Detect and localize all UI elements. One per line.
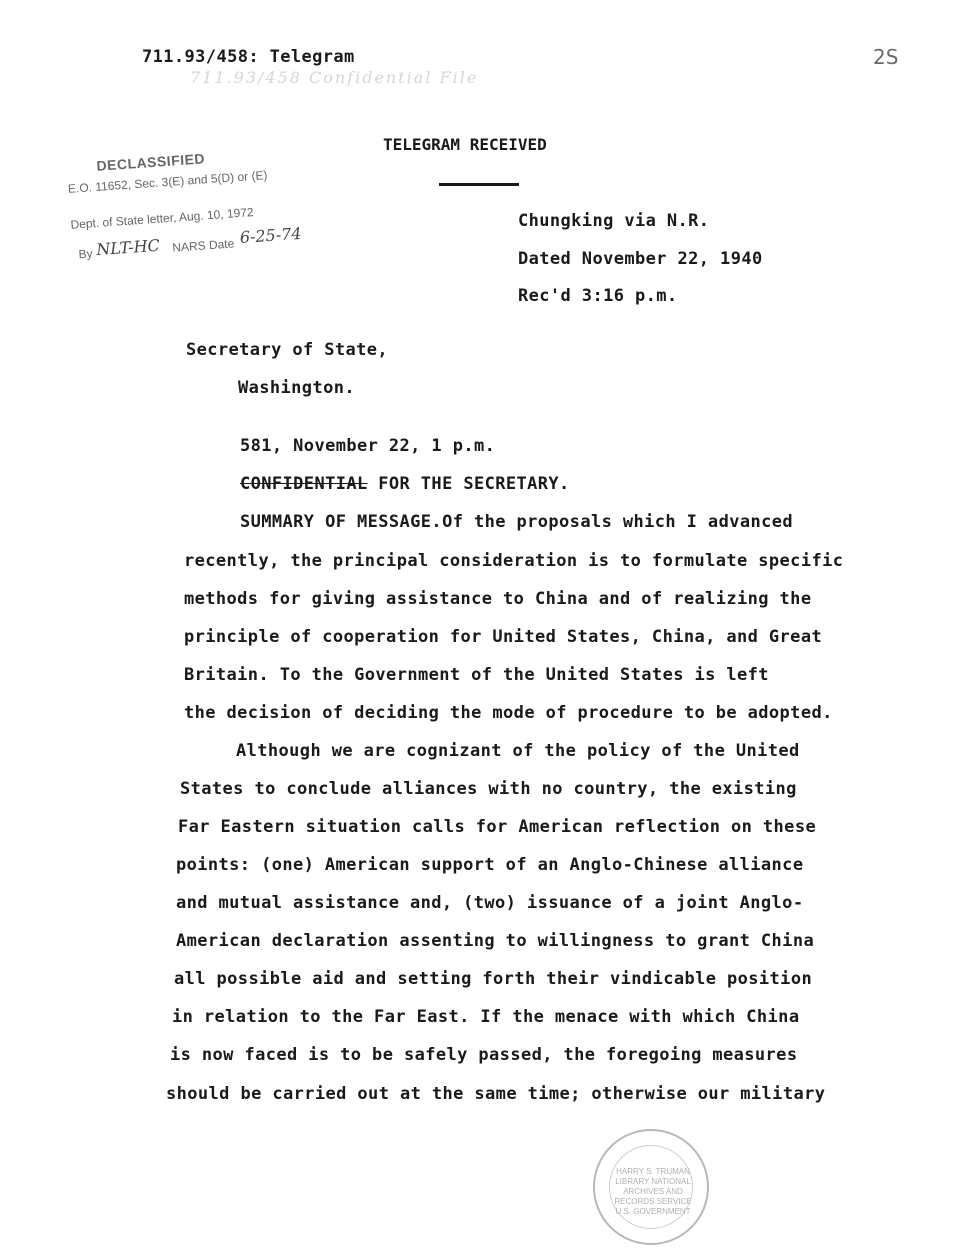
body-line: Britain. To the Government of the United States is left bbox=[184, 665, 769, 685]
body-line: in relation to the Far East. If the menace with which China bbox=[172, 1007, 800, 1027]
body-line: principle of cooperation for United States, China, and Great bbox=[184, 627, 823, 647]
library-seal bbox=[593, 1129, 709, 1245]
heading-rule bbox=[439, 183, 519, 186]
origin-line: Chungking via N.R. bbox=[518, 211, 710, 231]
faint-bleedthrough: 711.93/458 Confidential File bbox=[190, 68, 479, 87]
seal-text: HARRY S. TRUMAN LIBRARY NATIONAL ARCHIVES AND RECORDS SERVICE U.S. GOVERNMENT bbox=[614, 1167, 692, 1216]
addressee-city: Washington. bbox=[238, 378, 355, 398]
summary-line bbox=[240, 512, 793, 532]
body-line: the decision of deciding the mode of procedure to be adopted. bbox=[184, 703, 833, 723]
stamp-line-dept: Dept. of State letter, Aug. 10, 1972 bbox=[70, 205, 255, 232]
summary-label: SUMMARY OF MESSAGE. bbox=[240, 512, 443, 532]
stamp-by-label: By bbox=[78, 246, 94, 262]
stamp-nars-date: 6-25-74 bbox=[239, 223, 303, 248]
body-line: should be carried out at the same time; otherwise our military bbox=[166, 1084, 826, 1104]
classification-rest: FOR THE SECRETARY. bbox=[367, 474, 570, 494]
declassified-stamp bbox=[66, 140, 363, 270]
classification-struck: CONFIDENTIAL bbox=[240, 474, 368, 494]
stamp-by-signature: NLT-HC bbox=[95, 235, 161, 260]
body-line: American declaration assenting to willingness to grant China bbox=[176, 931, 815, 951]
dated-line: Dated November 22, 1940 bbox=[518, 249, 763, 269]
stamp-title: DECLASSIFIED bbox=[95, 150, 206, 174]
body-line: is now faced is to be safely passed, the foregoing measures bbox=[170, 1045, 798, 1065]
body-line: States to conclude alliances with no country, the existing bbox=[180, 779, 797, 799]
stamp-line-eo: E.O. 11652, Sec. 3(E) and 5(D) or (E) bbox=[67, 168, 268, 196]
stamp-nars-label: NARS Date bbox=[171, 236, 235, 255]
body-line: Of the proposals which I advanced bbox=[442, 512, 794, 532]
body-line: all possible aid and setting forth their vindicable position bbox=[174, 969, 813, 989]
message-number: 581, November 22, 1 p.m. bbox=[240, 436, 496, 456]
received-line: Rec'd 3:16 p.m. bbox=[518, 286, 678, 306]
body-line: points: (one) American support of an Anglo-Chinese alliance bbox=[176, 855, 804, 875]
page-corner-mark: 2S bbox=[873, 45, 899, 69]
classification-line bbox=[240, 474, 570, 494]
body-line: methods for giving assistance to China and of realizing the bbox=[184, 589, 812, 609]
body-line: recently, the principal consideration is to formulate specific bbox=[184, 551, 844, 571]
body-line: and mutual assistance and, (two) issuance of a joint Anglo- bbox=[176, 893, 804, 913]
addressee: Secretary of State, bbox=[186, 340, 389, 360]
body-line: Far Eastern situation calls for American reflection on these bbox=[178, 817, 817, 837]
file-reference: 711.93/458: Telegram bbox=[142, 47, 355, 67]
document-heading: TELEGRAM RECEIVED bbox=[383, 135, 547, 154]
body-line: Although we are cognizant of the policy of the United bbox=[236, 741, 800, 761]
